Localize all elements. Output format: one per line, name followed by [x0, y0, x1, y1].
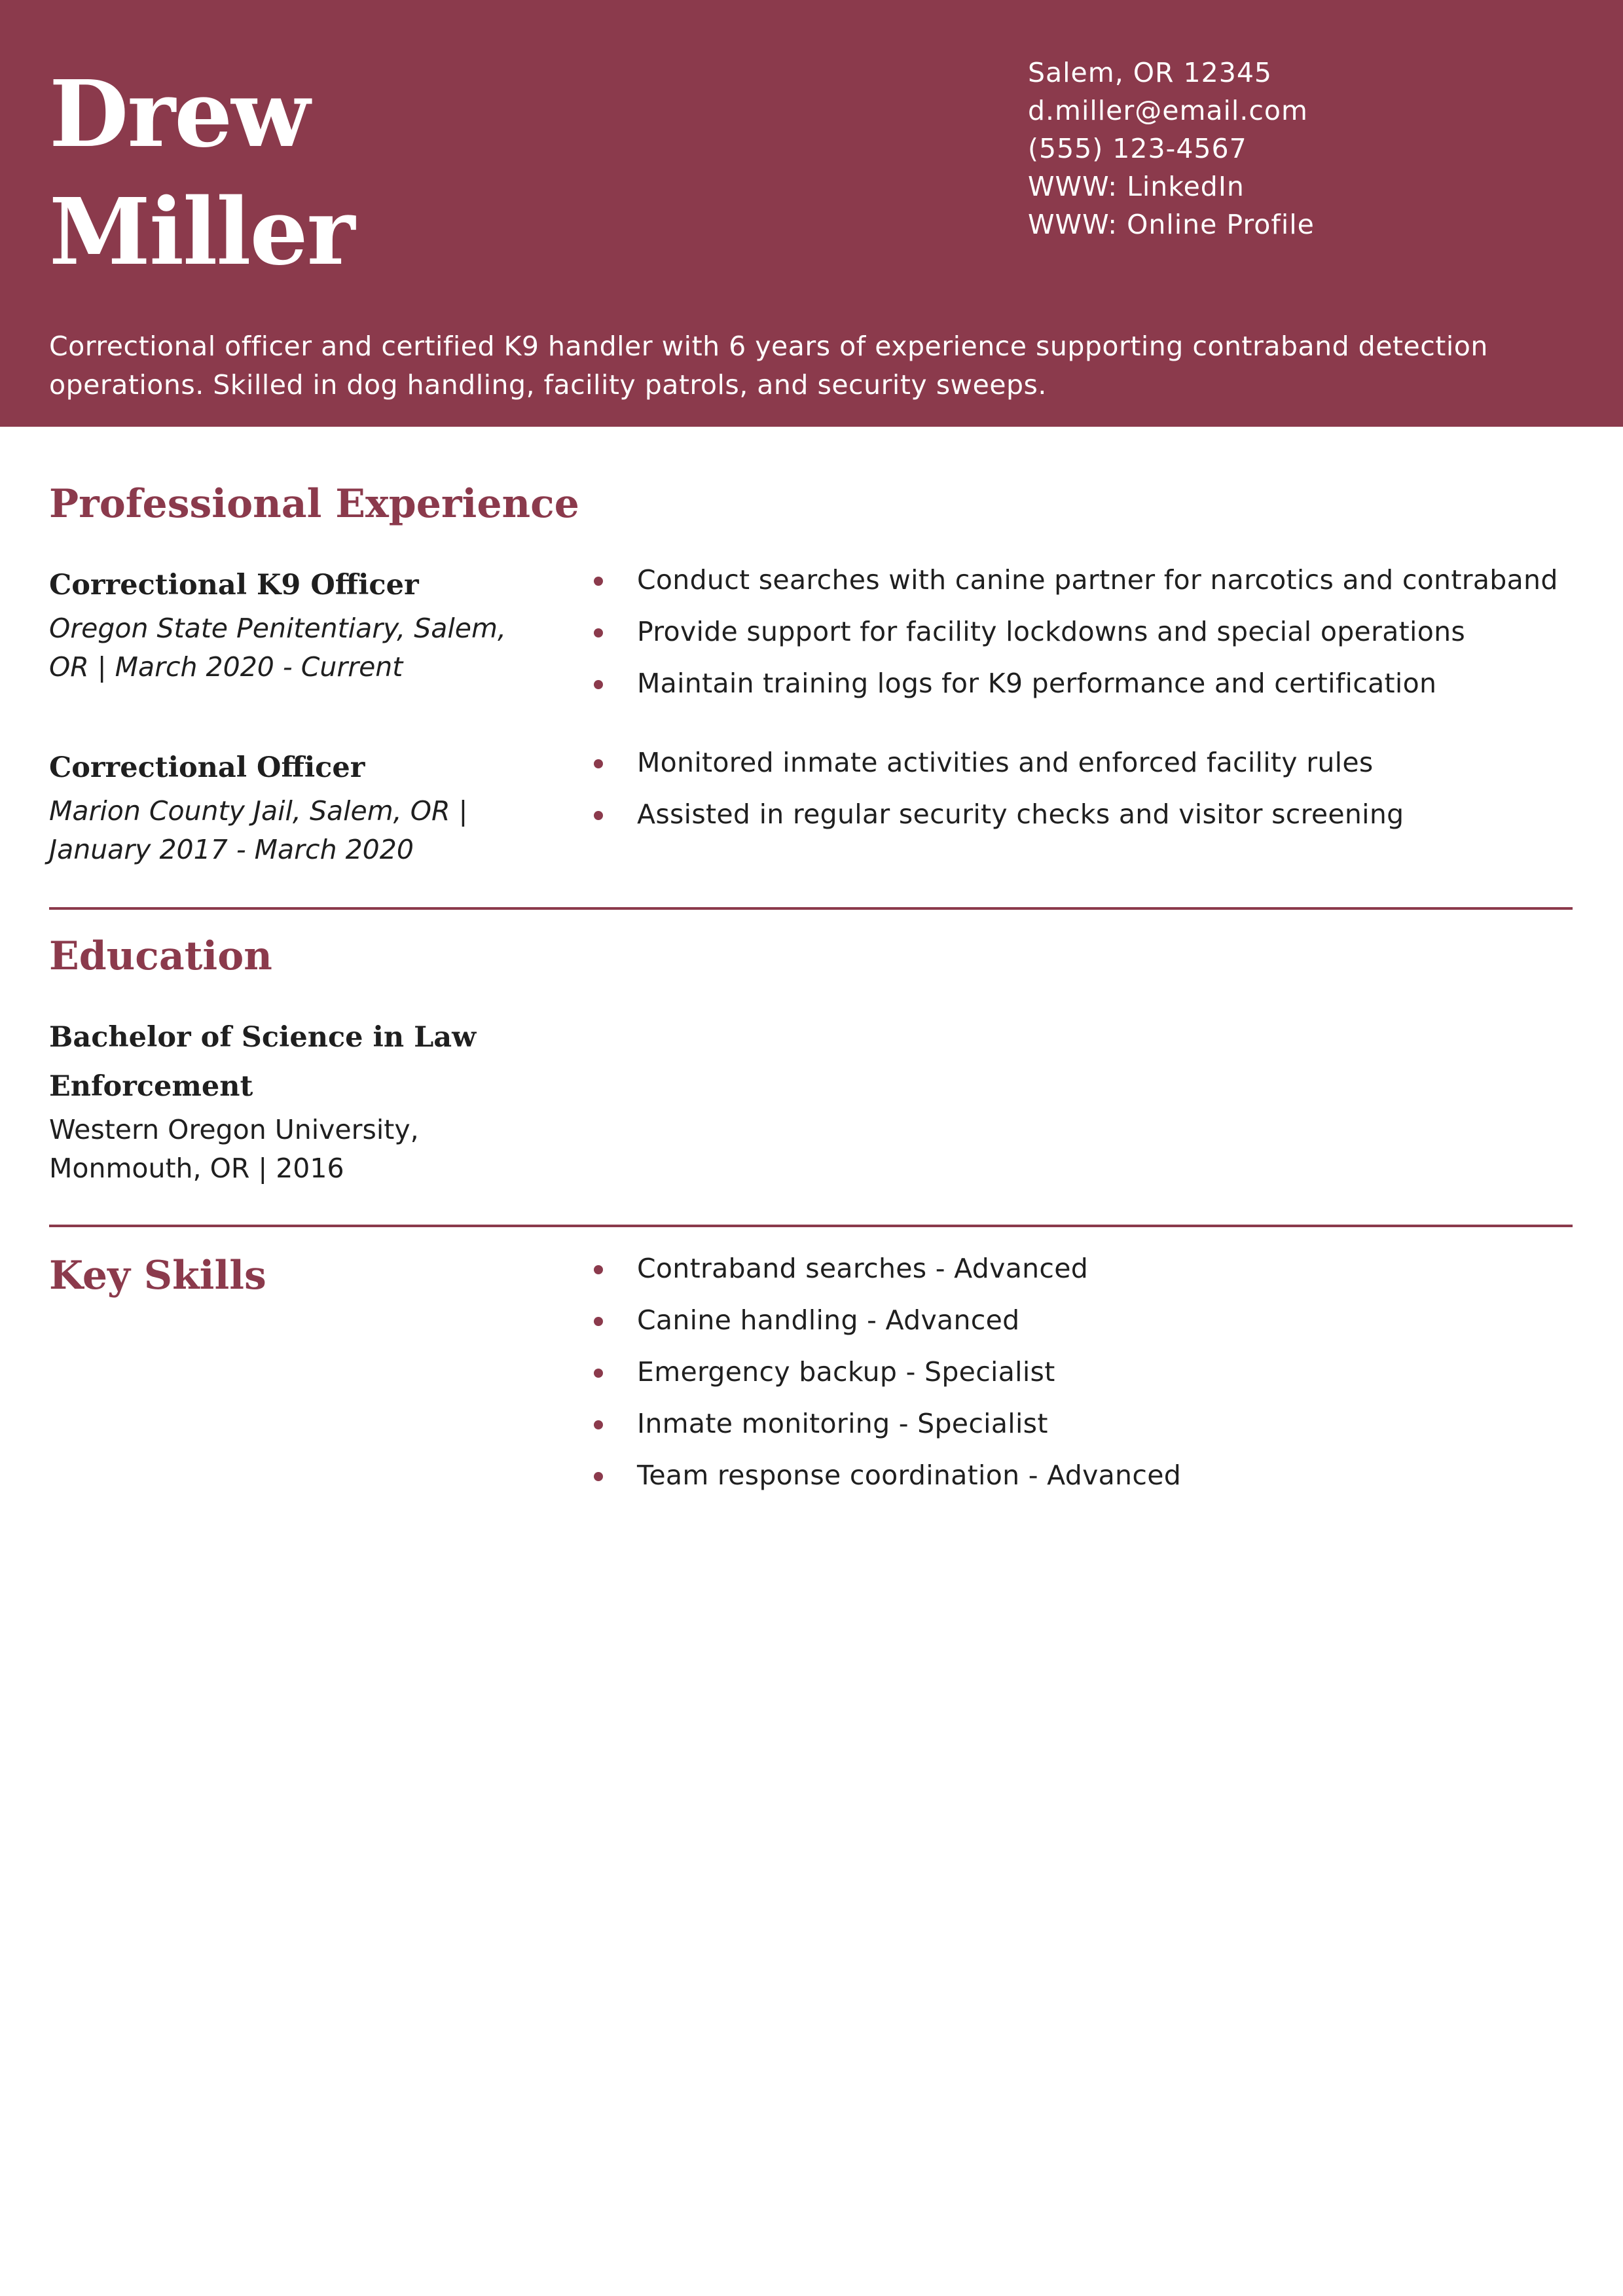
list-item: Contraband searches - Advanced	[593, 1249, 1181, 1301]
job-bullets	[593, 744, 1404, 847]
education-heading: Education	[49, 933, 272, 979]
contact-address: Salem, OR 12345	[1028, 57, 1272, 88]
list-item: Canine handling - Advanced	[593, 1301, 1181, 1353]
job-bullets	[593, 561, 1558, 716]
first-name: Drew	[49, 61, 309, 168]
professional-summary: Correctional officer and certified K9 handler with 6 years of experience supporting contraband detection operations. Skilled in dog handling, facility patrols, and security sweeps.	[49, 331, 1488, 401]
contact-email[interactable]: d.miller@email.com	[1028, 95, 1308, 126]
education-school: Western Oregon University, Monmouth, OR | 2016	[49, 1114, 419, 1184]
list-item: Maintain training logs for K9 performance and certification	[593, 664, 1558, 716]
section-divider	[49, 907, 1573, 910]
last-name: Miller	[49, 179, 354, 286]
skills-heading: Key Skills	[49, 1253, 266, 1299]
experience-heading: Professional Experience	[49, 481, 579, 527]
section-divider	[49, 1225, 1573, 1227]
job-title: Correctional K9 Officer	[49, 569, 419, 601]
contact-online-profile[interactable]: WWW: Online Profile	[1028, 209, 1315, 240]
education-degree: Bachelor of Science in Law Enforcement	[49, 1021, 477, 1103]
list-item: Inmate monitoring - Specialist	[593, 1405, 1181, 1456]
job-meta: Oregon State Penitentiary, Salem, OR | March 2020 - Current	[49, 613, 506, 683]
contact-info	[1028, 54, 1315, 243]
list-item: Provide support for facility lockdowns and special operations	[593, 613, 1558, 664]
resume-header	[0, 0, 1623, 427]
list-item: Team response coordination - Advanced	[593, 1456, 1181, 1508]
skills-list	[593, 1249, 1181, 1508]
list-item: Emergency backup - Specialist	[593, 1353, 1181, 1405]
contact-linkedin[interactable]: WWW: LinkedIn	[1028, 171, 1245, 202]
contact-phone: (555) 123-4567	[1028, 133, 1247, 164]
list-item: Assisted in regular security checks and visitor screening	[593, 795, 1404, 847]
job-meta: Marion County Jail, Salem, OR | January 2017 - March 2020	[49, 795, 468, 865]
list-item: Monitored inmate activities and enforced facility rules	[593, 744, 1404, 795]
list-item: Conduct searches with canine partner for narcotics and contraband	[593, 561, 1558, 613]
job-title: Correctional Officer	[49, 751, 365, 784]
